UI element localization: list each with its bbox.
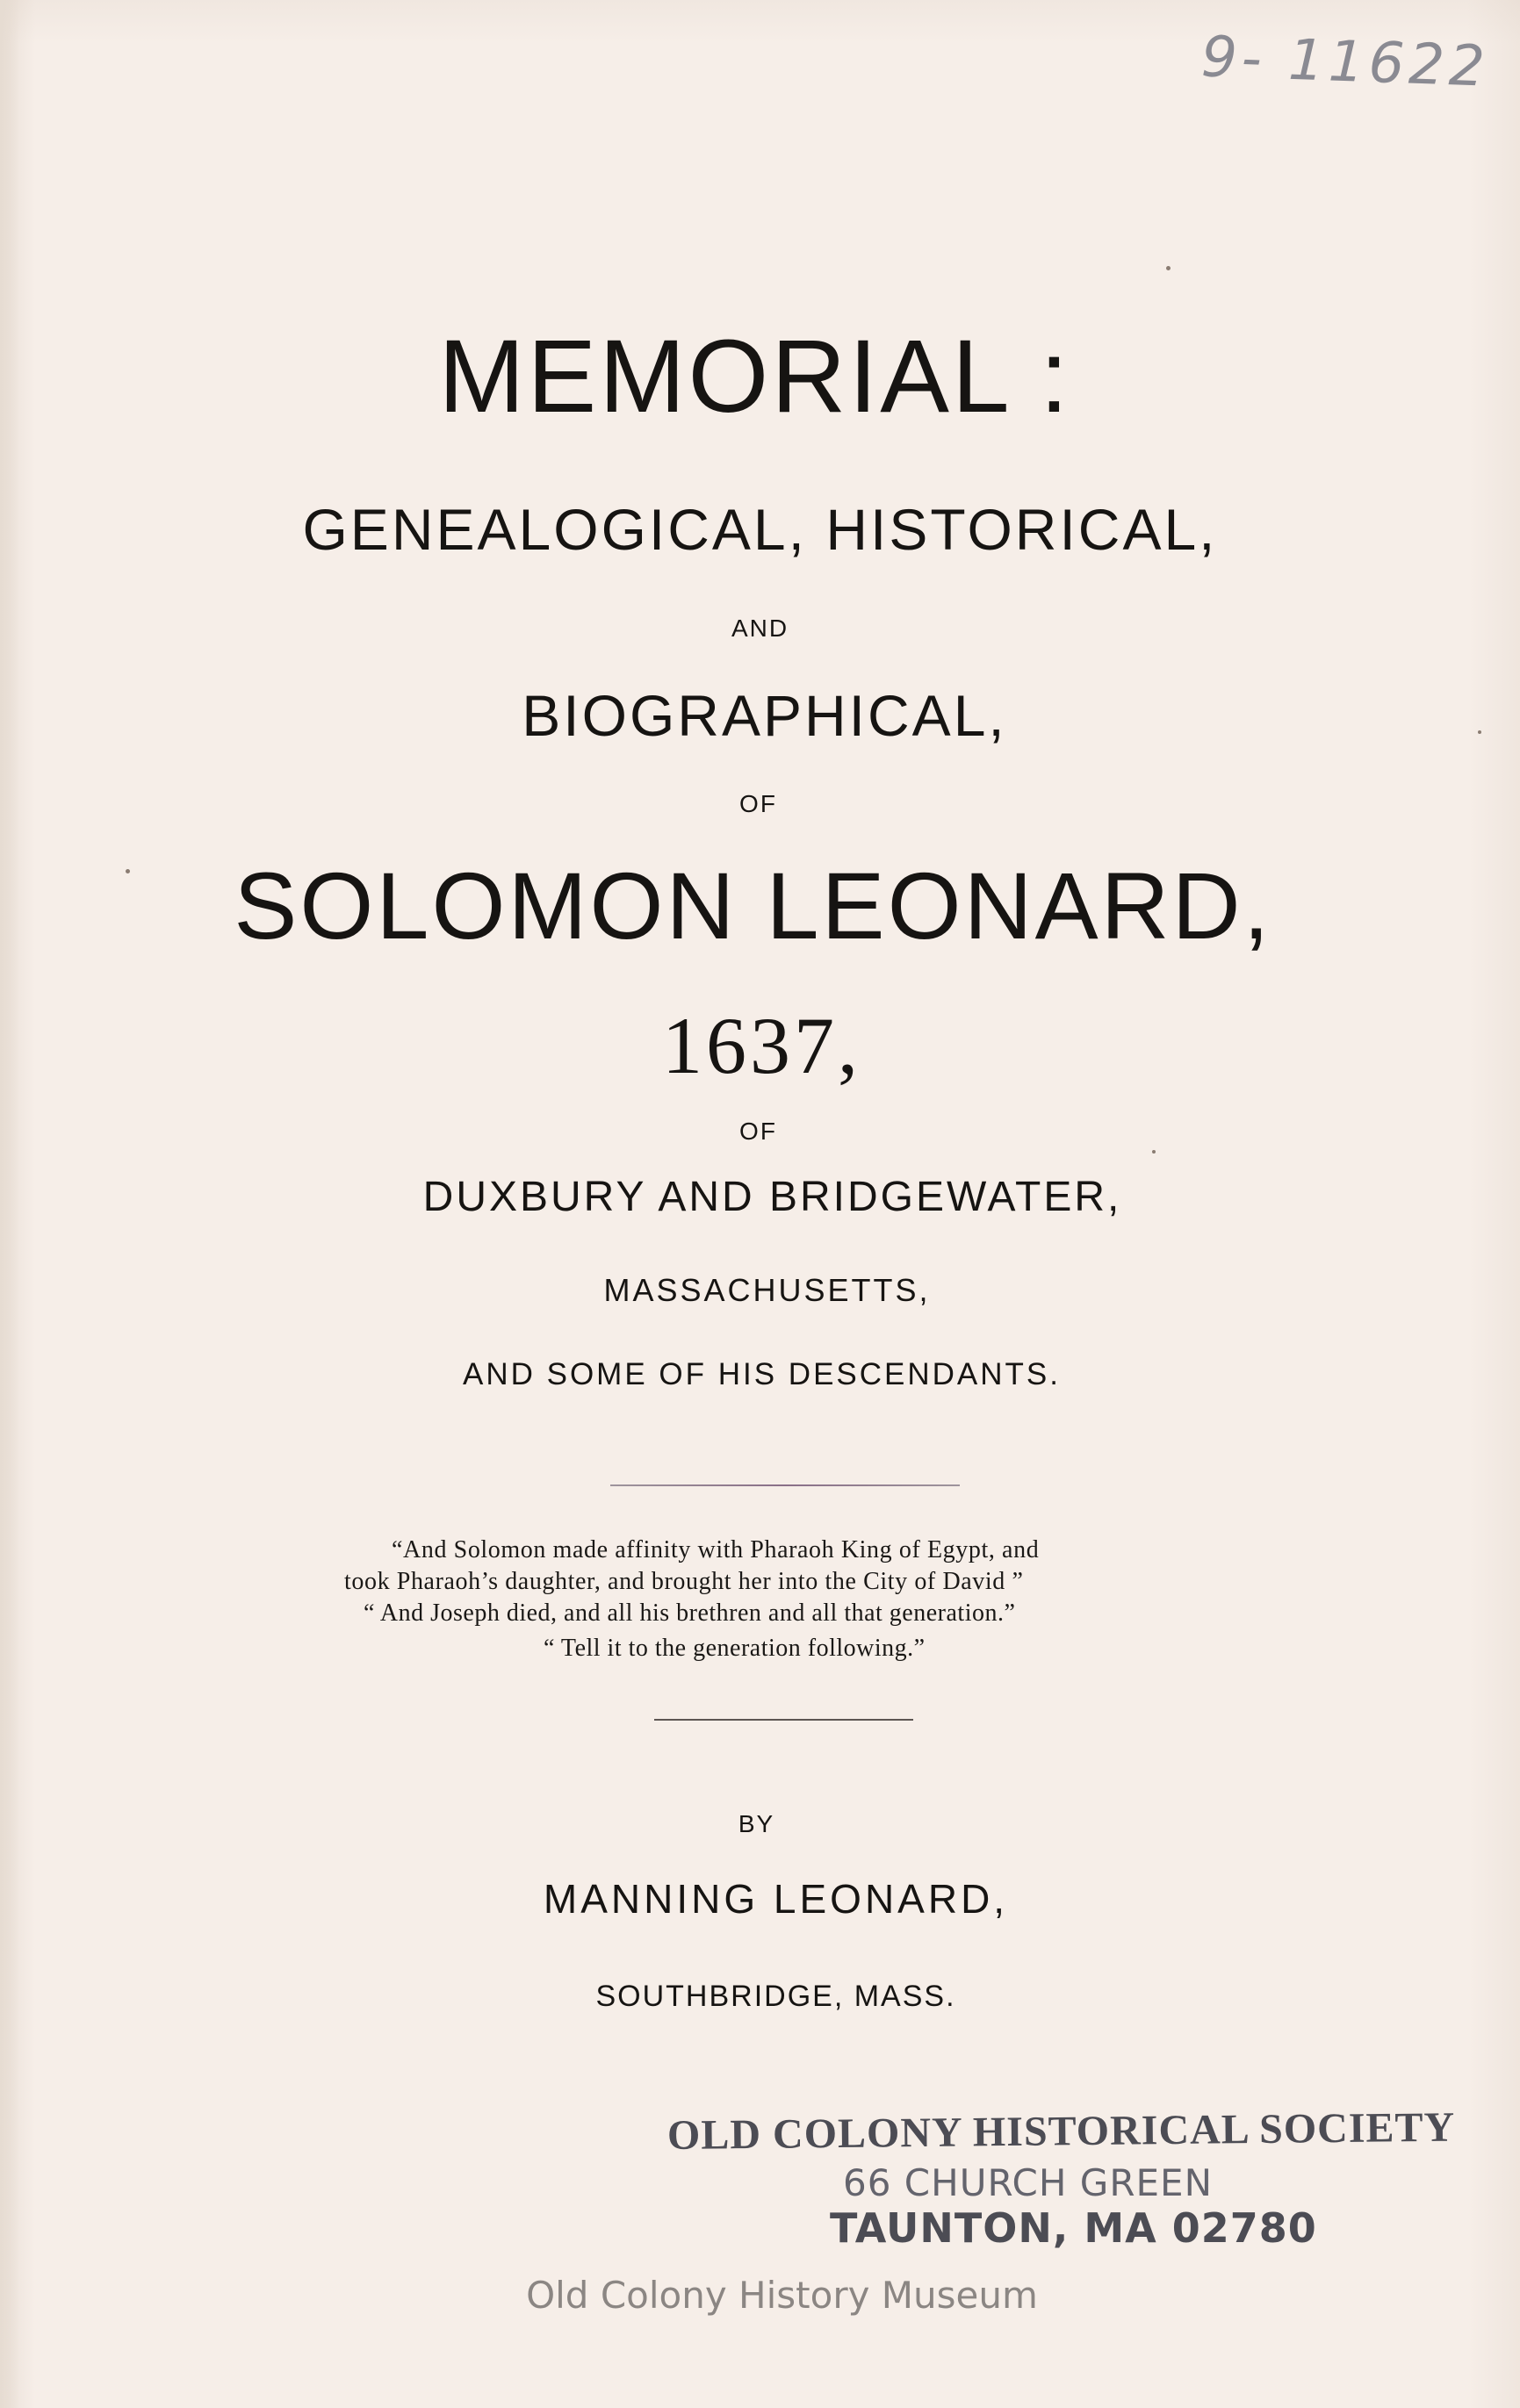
museum-watermark: Old Colony History Museum bbox=[526, 2274, 1038, 2317]
paper-speck bbox=[126, 869, 130, 873]
epigraph-line: took Pharaoh’s daughter, and brought her into the City of David ” bbox=[344, 1568, 1024, 1595]
library-stamp bbox=[666, 2103, 1458, 2252]
connector-of-2: OF bbox=[739, 1118, 777, 1145]
subject-year: 1637, bbox=[662, 1001, 861, 1090]
subtitle-biographical: BIOGRAPHICAL, bbox=[522, 683, 1007, 748]
divider-rule-bottom bbox=[654, 1719, 913, 1721]
author-name: MANNING LEONARD, bbox=[543, 1876, 1009, 1922]
byline-by: BY bbox=[738, 1810, 775, 1837]
stamp-line-society: OLD COLONY HISTORICAL SOCIETY bbox=[666, 2103, 1456, 2159]
epigraph-line: “ And Joseph died, and all his brethren and all that generation.” bbox=[364, 1599, 1016, 1627]
connector-and: AND bbox=[731, 615, 789, 642]
stamp-line-street: 66 CHURCH GREEN bbox=[843, 2161, 1214, 2204]
epigraph-line: “And Solomon made affinity with Pharaoh King of Egypt, and bbox=[392, 1536, 1040, 1563]
main-title: MEMORIAL : bbox=[438, 319, 1071, 435]
stamp-line-city: TAUNTON, MA 02780 bbox=[830, 2204, 1317, 2252]
divider-rule-top bbox=[610, 1484, 960, 1486]
subject-name: SOLOMON LEONARD, bbox=[234, 852, 1272, 959]
handwritten-accession-number: 9- 11622 bbox=[1199, 25, 1490, 100]
connector-of-1: OF bbox=[739, 790, 777, 817]
place-line: DUXBURY AND BRIDGEWATER, bbox=[422, 1174, 1122, 1220]
paper-speck bbox=[1166, 266, 1171, 270]
epigraph-line: “ Tell it to the generation following.” bbox=[544, 1635, 926, 1662]
subtitle-genealogical-historical: GENEALOGICAL, HISTORICAL, bbox=[302, 497, 1218, 562]
paper-speck bbox=[1152, 1150, 1156, 1154]
descendants-line: AND SOME OF HIS DESCENDANTS. bbox=[462, 1357, 1062, 1391]
author-location: SOUTHBRIDGE, MASS. bbox=[595, 1980, 956, 2013]
epigraph bbox=[334, 1535, 1229, 1664]
state-line: MASSACHUSETTS, bbox=[603, 1272, 931, 1308]
paper-speck bbox=[1478, 730, 1481, 734]
